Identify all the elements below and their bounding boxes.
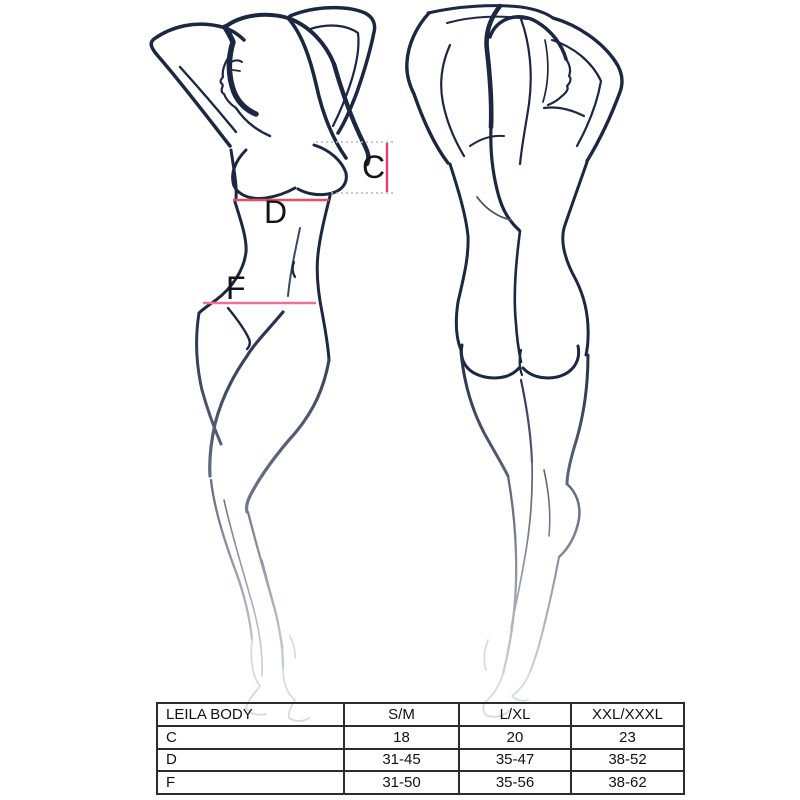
cell-c-sm: 18 bbox=[344, 726, 459, 749]
cell-f-lxl: 35-56 bbox=[459, 771, 571, 794]
row-label-f: F bbox=[157, 771, 344, 794]
cell-d-sm: 31-45 bbox=[344, 749, 459, 772]
size-table-col-lxl: L/XL bbox=[459, 703, 571, 726]
size-table-product-name: LEILA BODY bbox=[157, 703, 344, 726]
table-row bbox=[157, 726, 684, 749]
cell-f-sm: 31-50 bbox=[344, 771, 459, 794]
size-table-header-row bbox=[157, 703, 684, 726]
cell-d-xxlxxxl: 38-52 bbox=[571, 749, 684, 772]
size-table-col-xxlxxxl: XXL/XXXL bbox=[571, 703, 684, 726]
cell-d-lxl: 35-47 bbox=[459, 749, 571, 772]
size-table bbox=[156, 702, 685, 795]
row-label-d: D bbox=[157, 749, 344, 772]
cell-c-xxlxxxl: 23 bbox=[571, 726, 684, 749]
measure-label-f: F bbox=[226, 270, 246, 306]
back-figure-legs bbox=[461, 352, 588, 674]
table-row bbox=[157, 749, 684, 772]
cell-c-lxl: 20 bbox=[459, 726, 571, 749]
cell-f-xxlxxxl: 38-62 bbox=[571, 771, 684, 794]
table-row bbox=[157, 771, 684, 794]
front-figure-illustration bbox=[151, 8, 374, 360]
front-figure-legs bbox=[197, 312, 329, 676]
measure-label-c: C bbox=[362, 149, 386, 185]
size-table-col-sm: S/M bbox=[344, 703, 459, 726]
row-label-c: C bbox=[157, 726, 344, 749]
back-figure-illustration bbox=[407, 6, 622, 378]
measure-label-d: D bbox=[264, 194, 288, 230]
